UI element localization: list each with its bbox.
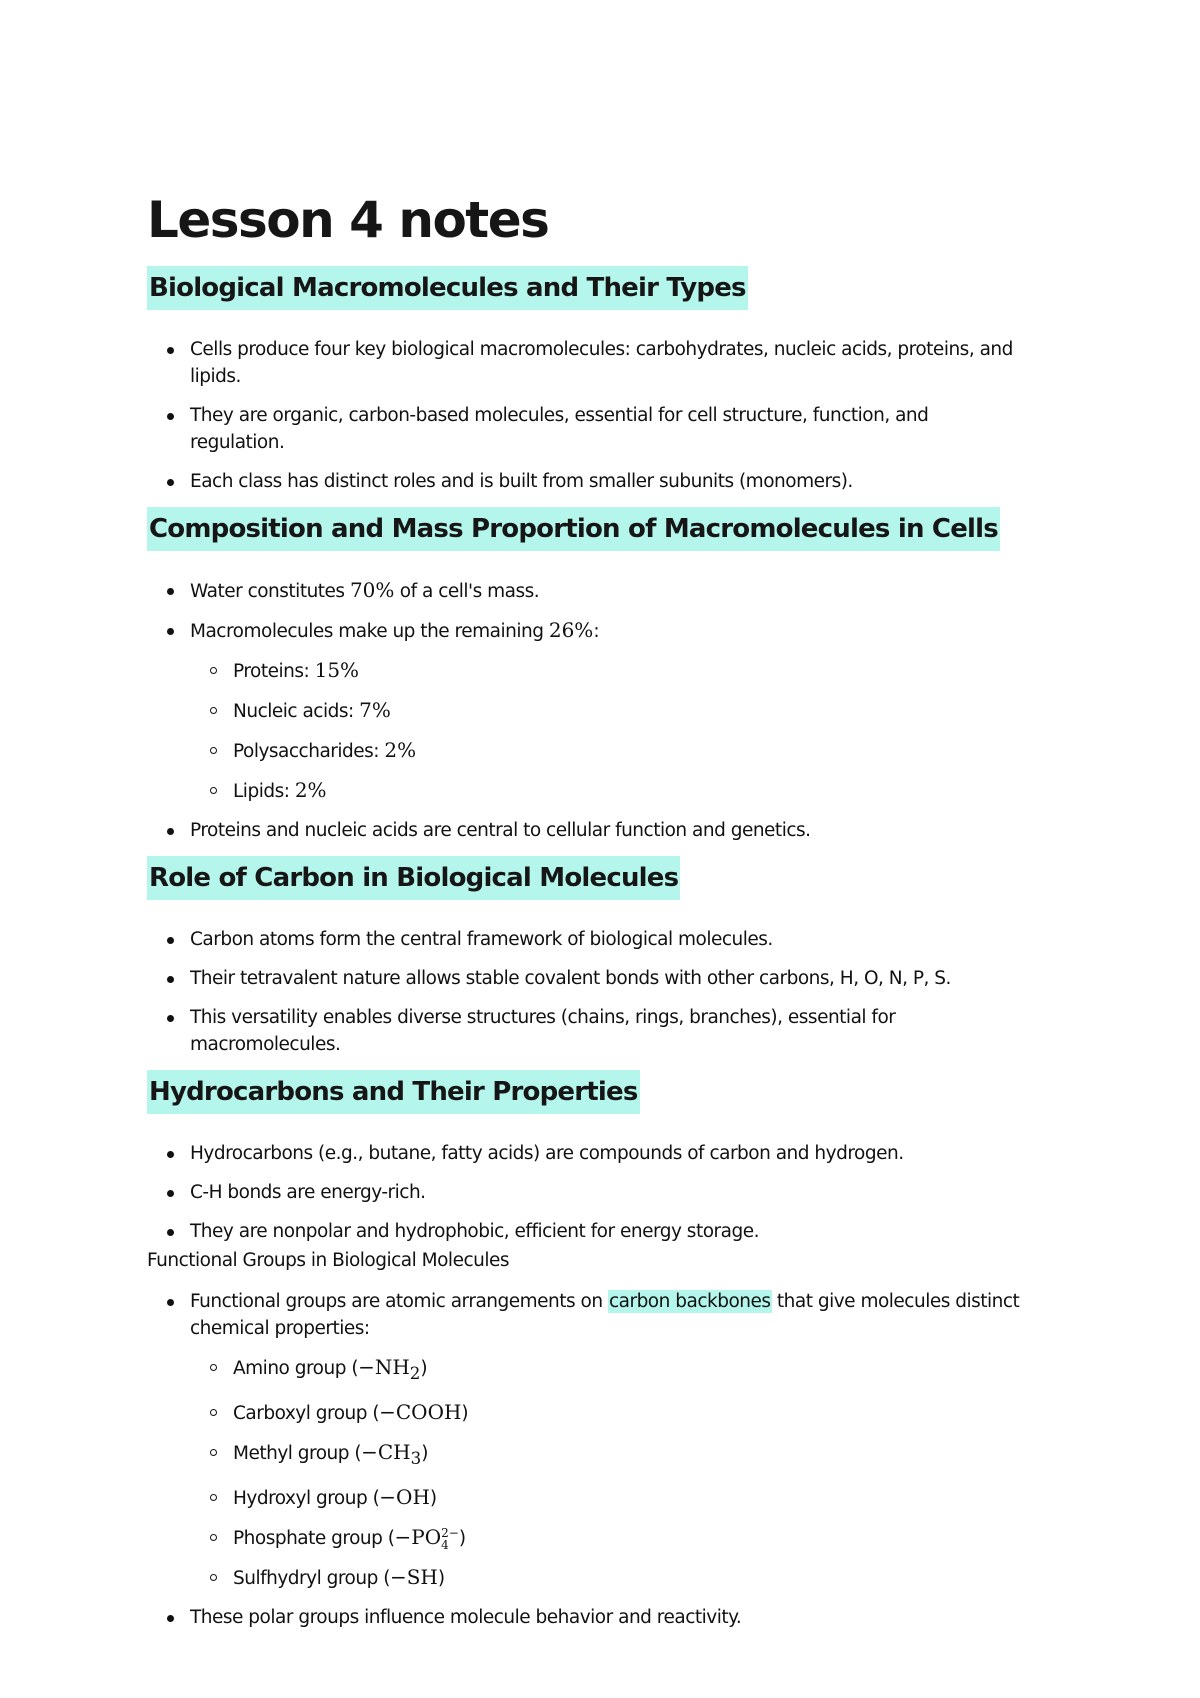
list-item: C-H bonds are energy-rich. (147, 1179, 1027, 1206)
group-label-close: ) (458, 1528, 466, 1549)
bullet-list (147, 1288, 1027, 1631)
sub-list-item (190, 1564, 1027, 1592)
group-label: Methyl group ( (233, 1443, 362, 1464)
list-item: Carbon atoms form the central framework of biological molecules. (147, 926, 1027, 953)
item-text: that give molecules distinct chemical properties: (190, 1291, 1020, 1339)
chemical-formula (390, 1565, 438, 1589)
formula-text: −COOH (379, 1400, 462, 1424)
section-composition (147, 507, 1027, 844)
list-item: This versatility enables diverse structures (chains, rings, branches), essential for macromolecules. (147, 1004, 1027, 1058)
percent-value: 26% (548, 618, 594, 642)
bullet-list (147, 577, 1027, 844)
sub-list-item (190, 1439, 1027, 1472)
group-label-close: ) (437, 1568, 445, 1589)
formula-subscript: 3 (410, 1449, 422, 1468)
item-text: Macromolecules make up the remaining (190, 621, 549, 642)
bullet-list (147, 926, 1027, 1058)
page-title: Lesson 4 notes (147, 191, 549, 249)
formula-text: −PO (394, 1525, 442, 1549)
sub-list-item (190, 1484, 1027, 1512)
group-label-close: ) (420, 1358, 428, 1379)
group-label: Hydroxyl group ( (233, 1488, 380, 1509)
sub-list-item (190, 777, 1027, 805)
document-page (147, 190, 1027, 1643)
percent-value: 2% (294, 778, 327, 802)
group-label-close: ) (421, 1443, 428, 1464)
sub-list-item (190, 697, 1027, 725)
percent-value: 70% (349, 578, 395, 602)
section-functional-groups (147, 1247, 1027, 1631)
item-text: Water constitutes (190, 581, 350, 602)
sub-list (190, 1354, 1027, 1592)
list-item: Cells produce four key biological macromolecules: carbohydrates, nucleic acids, proteins, and lipids. (147, 336, 1027, 390)
formula-subscript: 2 (409, 1364, 421, 1383)
section-macromolecule-types (147, 266, 1027, 495)
sub-list-item (190, 737, 1027, 765)
formula-text: −CH (361, 1440, 411, 1464)
sub-list-item (190, 1524, 1027, 1552)
group-label: Amino group ( (233, 1358, 359, 1379)
item-label: Nucleic acids: (233, 701, 360, 722)
list-item: Hydrocarbons (e.g., butane, fatty acids) are compounds of carbon and hydrogen. (147, 1140, 1027, 1167)
list-item: Each class has distinct roles and is built from smaller subunits (monomers). (147, 468, 1027, 495)
sub-list (190, 657, 1027, 805)
formula-subscript: 4 (441, 1537, 449, 1552)
item-text: : (593, 621, 600, 642)
item-label: Polysaccharides: (233, 741, 385, 762)
percent-value: 7% (359, 698, 391, 722)
list-item: Proteins and nucleic acids are central to cellular function and genetics. (147, 817, 1027, 844)
highlighted-text: carbon backbones (608, 1291, 771, 1312)
formula-superscript: 2− (441, 1525, 459, 1540)
group-label: Sulfhydryl group ( (233, 1568, 390, 1589)
chemical-formula (379, 1400, 461, 1424)
bullet-list (147, 336, 1027, 495)
chemical-formula (361, 1440, 422, 1468)
chemical-formula (379, 1485, 430, 1509)
sub-list-item (190, 657, 1027, 685)
percent-value: 2% (384, 738, 417, 762)
bullet-list (147, 1140, 1027, 1245)
section-heading: Biological Macromolecules and Their Types (147, 266, 748, 310)
subheading: Functional Groups in Biological Molecules (147, 1250, 510, 1271)
list-item (147, 617, 1027, 805)
list-item: They are organic, carbon-based molecules, essential for cell structure, function, and regulation. (147, 402, 1027, 456)
formula-text: −SH (389, 1565, 438, 1589)
item-text: of a cell's mass. (394, 581, 540, 602)
section-heading: Role of Carbon in Biological Molecules (147, 856, 680, 900)
percent-value: 15% (314, 658, 360, 682)
item-label: Lipids: (233, 781, 295, 802)
list-item (147, 1288, 1027, 1592)
section-role-of-carbon (147, 856, 1027, 1058)
list-item: These polar groups influence molecule behavior and reactivity. (147, 1604, 1027, 1631)
sub-list-item (190, 1354, 1027, 1387)
group-label: Phosphate group ( (233, 1528, 395, 1549)
formula-text: −OH (379, 1485, 430, 1509)
list-item: Their tetravalent nature allows stable covalent bonds with other carbons, H, O, N, P, S. (147, 965, 1027, 992)
chemical-formula (394, 1525, 459, 1552)
formula-text: −NH (358, 1355, 410, 1379)
section-heading: Hydrocarbons and Their Properties (147, 1070, 640, 1114)
section-heading: Composition and Mass Proportion of Macromolecules in Cells (147, 507, 1000, 551)
section-hydrocarbons (147, 1070, 1027, 1245)
group-label: Carboxyl group ( (233, 1403, 380, 1424)
chemical-formula (358, 1355, 421, 1383)
sub-list-item (190, 1399, 1027, 1427)
list-item (147, 577, 1027, 605)
item-label: Proteins: (233, 661, 315, 682)
list-item: They are nonpolar and hydrophobic, efficient for energy storage. (147, 1218, 1027, 1245)
group-label-close: ) (429, 1488, 437, 1509)
item-text: Functional groups are atomic arrangements on (190, 1291, 608, 1312)
group-label-close: ) (461, 1403, 469, 1424)
